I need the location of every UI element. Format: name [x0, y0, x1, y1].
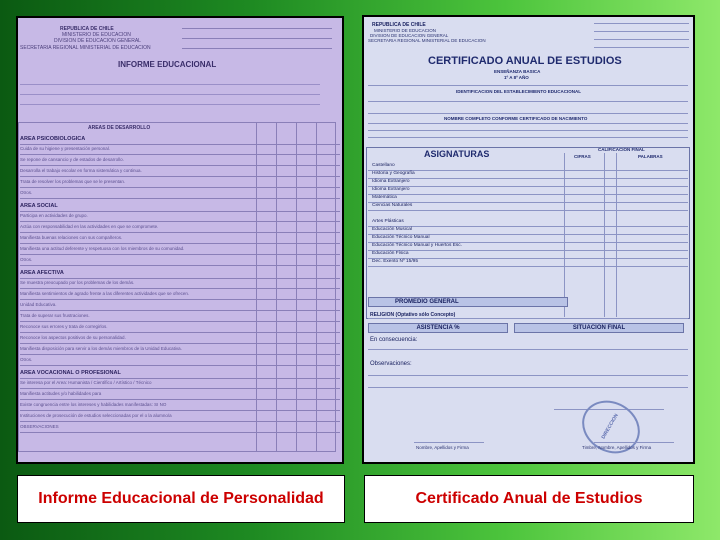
item-rule	[20, 232, 340, 233]
caption-informe-educacional: Informe Educacional de Personalidad	[17, 475, 345, 523]
item-rule	[20, 365, 340, 366]
signature-left-rule	[414, 442, 484, 443]
informe-educacional-document	[18, 18, 342, 462]
section-rule	[20, 378, 340, 379]
subject-row-label: Educación Musical	[372, 227, 412, 232]
subject-row-label: Dec. Exento Nº 15/95	[372, 259, 419, 264]
right-rule-d	[368, 123, 688, 124]
table-col-line-1	[256, 122, 257, 452]
item-rule	[20, 265, 340, 266]
area-item: OBSERVACIONES	[20, 424, 59, 429]
signature-left-label: Nombre, Apellidos y Firma	[416, 445, 469, 450]
observaciones-rule-2	[368, 387, 688, 388]
left-header-line-4: SECRETARIA REGIONAL MINISTERIAL DE EDUCACION	[20, 45, 151, 51]
identification-label: IDENTIFICACION DEL ESTABLECIMIENTO EDUCACIONAL	[456, 89, 582, 94]
item-rule	[20, 176, 340, 177]
right-subtitle-2: 1º A 8º AÑO	[504, 75, 529, 80]
signature-right-rule	[594, 442, 674, 443]
item-rule	[20, 421, 340, 422]
grade-col-cifras: CIFRAS	[574, 154, 591, 159]
right-header-line-1: REPUBLICA DE CHILE	[372, 22, 426, 28]
areas-header: AREAS DE DESARROLLO	[88, 125, 151, 131]
area-item: Manifiesta sentimientos de agrado frente a las diferentes actividades que se ofrecen.	[20, 291, 190, 296]
official-stamp: DIRECCION	[573, 390, 650, 462]
area-item: Existe congruencia entre los intereses y habilidades manifestadas: SI NO	[20, 402, 167, 407]
subject-row-label: Ciencias Naturales	[372, 203, 413, 208]
area-section-title: AREA VOCACIONAL O PROFESIONAL	[20, 370, 121, 376]
table-col-line-4	[316, 122, 317, 452]
item-rule	[20, 399, 340, 400]
religion-label: RELIGION (Optativo sólo Concepto)	[370, 312, 456, 318]
subject-row-label: Idioma Extranjero	[372, 179, 410, 184]
observaciones-rule-1	[368, 375, 688, 376]
right-rule-a	[368, 85, 688, 86]
caption-certificado-anual: Certificado Anual de Estudios	[364, 475, 694, 523]
subject-row-label: Castellano	[372, 163, 395, 168]
subject-row-rule	[368, 170, 688, 171]
item-rule	[20, 243, 340, 244]
religion-rule	[368, 318, 688, 319]
item-rule	[20, 343, 340, 344]
subject-row-label: Historia y Geografía	[372, 171, 415, 176]
area-item: Se muestra preocupado por los problemas de los demás.	[20, 280, 135, 285]
area-item: Trata de resolver los problemas que se le presentan.	[20, 179, 126, 184]
subject-row-label: Idioma Extranjero	[372, 187, 410, 192]
right-header-rule-4	[594, 47, 689, 48]
item-rule	[20, 187, 340, 188]
right-subtitle: ENSEÑANZA BASICA	[494, 69, 541, 74]
table-col-line-3	[296, 122, 297, 452]
right-title: CERTIFICADO ANUAL DE ESTUDIOS	[428, 55, 622, 67]
subject-row-rule	[368, 178, 688, 179]
subject-row-rule	[368, 186, 688, 187]
subject-row-rule	[368, 202, 688, 203]
observaciones-label: Observaciones:	[370, 361, 412, 367]
right-rule-e	[368, 130, 688, 131]
area-item: Trata de superar sus frustraciones.	[20, 313, 90, 318]
subject-row-rule	[368, 266, 688, 267]
left-field-rule-3	[20, 104, 320, 105]
item-rule	[20, 321, 340, 322]
item-rule	[20, 198, 340, 199]
right-header-line-2: MINISTERIO DE EDUCACION	[374, 28, 437, 33]
section-rule	[20, 211, 340, 212]
grade-col-palabras: PALABRAS	[638, 154, 663, 159]
left-header-line-2: MINISTERIO DE EDUCACION	[62, 32, 131, 38]
consecuencia-label: En consecuencia:	[370, 337, 418, 343]
area-item: Unidad Educativa.	[20, 302, 57, 307]
promedio-general-bar	[368, 297, 568, 307]
left-title: INFORME EDUCACIONAL	[118, 60, 217, 69]
area-item: Desarrolla el trabajo escolar en forma sistemática y continua.	[20, 168, 142, 173]
area-item: Manifiesta disposición para servir a los demás miembros de la Unidad Educativa.	[20, 346, 182, 351]
area-item: Se interesa por el Area: Humanista / Científico / Artístico / Técnico	[20, 380, 152, 385]
right-rule-c	[368, 113, 688, 114]
area-item: Otros.	[20, 357, 33, 362]
left-header-line-3: DIVISION DE EDUCACION GENERAL	[54, 38, 141, 44]
right-rule-f	[368, 137, 688, 138]
area-item: Reconoce los aspectos positivos de su personalidad.	[20, 335, 126, 340]
grade-header: CALIFICACION FINAL	[598, 147, 645, 152]
area-item: Instituciones de prosecución de estudios seleccionadas por el o la alumno/a	[20, 413, 172, 418]
item-rule	[20, 165, 340, 166]
item-rule	[20, 154, 340, 155]
table-col-line-2	[276, 122, 277, 452]
area-item: Reconoce sus errores y trata de corregirlos.	[20, 324, 108, 329]
area-item: Manifiesta buenas relaciones con sus compañeros.	[20, 235, 123, 240]
certificado-anual-document	[364, 17, 693, 462]
subject-row-rule	[368, 226, 688, 227]
item-rule	[20, 388, 340, 389]
left-header-rule-2	[182, 38, 332, 39]
area-section-title: AREA PSICOBIOLOGICA	[20, 136, 86, 142]
left-header-rule	[182, 28, 332, 29]
area-item: Cuida de su higiene y presentación personal.	[20, 146, 111, 151]
item-rule	[20, 310, 340, 311]
item-rule	[20, 410, 340, 411]
left-field-rule-1	[20, 84, 320, 85]
asistencia-bar	[368, 323, 508, 333]
subject-row-rule	[368, 250, 688, 251]
subject-row-label: Matemática	[372, 195, 397, 200]
right-header-rule-2	[594, 31, 689, 32]
subject-row-label: Educación Técnico Manual	[372, 235, 430, 240]
area-item: Manifiesta una actitud deferente y respetuosa con los miembros de su comunidad.	[20, 246, 185, 251]
right-header-line-3: DIVISION DE EDUCACION GENERAL	[370, 33, 449, 38]
area-item: Otros.	[20, 190, 33, 195]
left-header-rule-3	[182, 48, 332, 49]
item-rule	[20, 354, 340, 355]
area-item: Se repone de cansancio y de estados de desarrollo.	[20, 157, 124, 162]
situacion-final-bar	[514, 323, 684, 333]
area-item: Manifiesta actitudes y/o habilidades para	[20, 391, 102, 396]
right-header-rule-1	[594, 23, 689, 24]
item-rule	[20, 288, 340, 289]
subject-row-rule	[368, 194, 688, 195]
area-section-title: AREA SOCIAL	[20, 203, 58, 209]
section-rule	[20, 278, 340, 279]
right-rule-b	[368, 101, 688, 102]
subjects-header: ASIGNATURAS	[424, 149, 490, 159]
left-header-line-1: REPUBLICA DE CHILE	[60, 26, 114, 32]
asistencia-label: ASISTENCIA %	[416, 325, 460, 331]
item-rule	[20, 221, 340, 222]
area-item: Otros.	[20, 257, 33, 262]
item-rule	[20, 299, 340, 300]
item-rule	[20, 332, 340, 333]
signature-right-label: Timbre, Nombre, Apellidos y Firma	[582, 445, 652, 450]
item-rule	[20, 432, 340, 433]
subject-row-label: Educación Física	[372, 251, 409, 256]
right-header-line-4: SECRETARIA REGIONAL MINISTERIAL DE EDUCACION	[368, 38, 486, 43]
section-rule	[20, 144, 340, 145]
right-header-rule-3	[594, 39, 689, 40]
area-section-title: AREA AFECTIVA	[20, 270, 64, 276]
subject-row-label: Artes Plásticas	[372, 219, 404, 224]
subject-row-label: Educación Técnico Manual y Huertos Esc.	[372, 243, 463, 248]
area-item: Actúa con responsabilidad en las actividades en que se compromete.	[20, 224, 159, 229]
area-item: Participa en actividades de grupo.	[20, 213, 88, 218]
student-name-label: NOMBRE COMPLETO CONFORME CERTIFICADO DE NACIMIENTO	[444, 116, 588, 121]
subject-row-rule	[368, 210, 688, 211]
situacion-final-label: SITUACION FINAL	[572, 325, 626, 331]
left-field-rule-2	[20, 94, 320, 95]
consecuencia-rule-1	[368, 349, 688, 350]
promedio-general-label: PROMEDIO GENERAL	[395, 299, 459, 305]
item-rule	[20, 254, 340, 255]
